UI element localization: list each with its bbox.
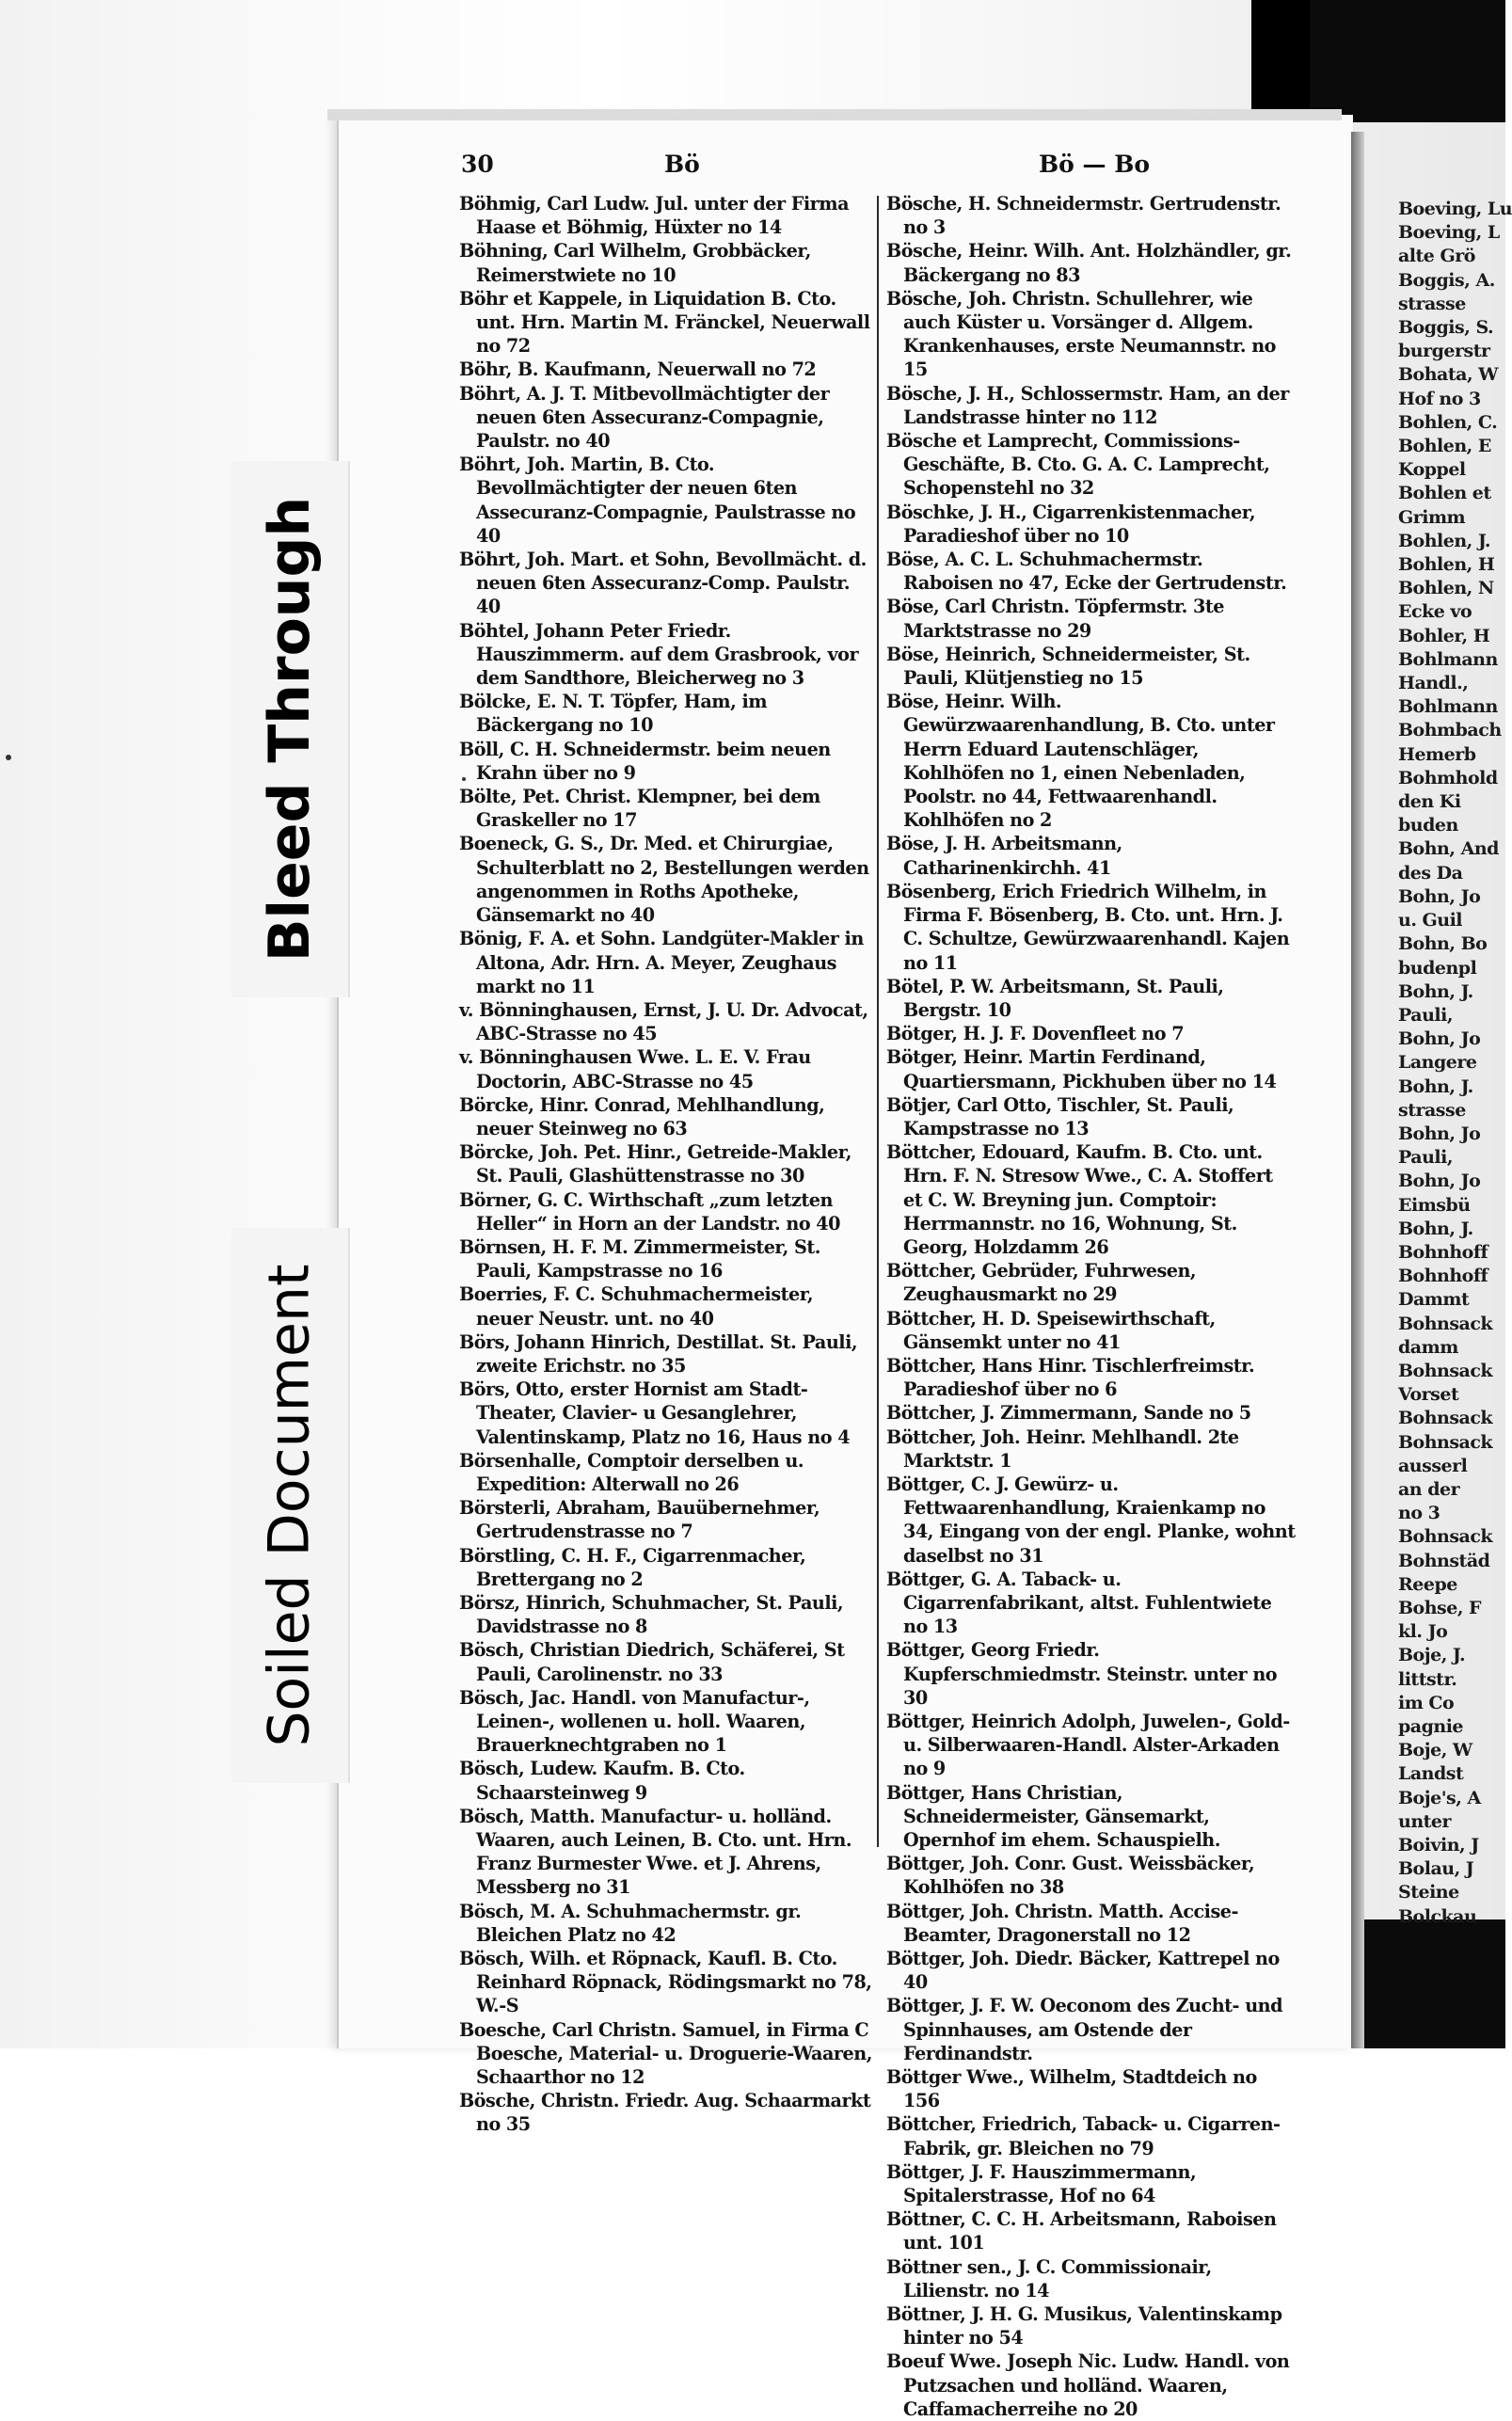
- directory-entry: Bösch, Wilh. et Röpnack, Kaufl. B. Cto. Reinhard Röpnack, Rödingsmarkt no 78, W.-S: [459, 1948, 872, 2017]
- directory-entry: Böttger, Joh. Christn. Matth. Accise-Beamter, Dragonerstall no 12: [886, 1900, 1238, 1946]
- next-page-fragment: Boivin, J: [1398, 1835, 1479, 1856]
- next-page-fragment: Bohse, F: [1398, 1597, 1482, 1618]
- directory-entry: Boesche, Carl Christn. Samuel, in Firma C Boesche, Material- u. Droguerie-Waaren, Schaarthor no 12: [459, 2018, 872, 2089]
- right-column: [886, 192, 1297, 2420]
- next-page-fragment: Bohlmann: [1398, 648, 1498, 670]
- directory-entry: Börsenhalle, Comptoir derselben u. Expedition: Alterwall no 26: [459, 1449, 804, 1495]
- next-page-fragment: Handl.,: [1398, 673, 1469, 694]
- directory-entry: Boeuf Wwe. Joseph Nic. Ludw. Handl. von Putzsachen und holländ. Waaren, Caffamacherreihe no 20: [886, 2350, 1290, 2420]
- directory-entry: Boerries, F. C. Schuhmachermeister, neuer Neustr. unt. no 40: [459, 1283, 814, 1330]
- next-page-fragment: Grimm: [1398, 506, 1466, 528]
- binding-tab-top: [1251, 0, 1310, 124]
- next-page-fragment: Bohlmann: [1398, 696, 1498, 718]
- next-page-fragment: im Co: [1398, 1692, 1455, 1713]
- next-page-fragment: Pauli,: [1398, 1147, 1453, 1169]
- next-page-fragment: Bohnsack: [1398, 1526, 1493, 1548]
- directory-entry: Böttger, J. F. W. Oeconom des Zucht- und Spinnhauses, am Ostende der Ferdinandstr.: [886, 1995, 1283, 2064]
- next-page-fragment: Bohmbach: [1398, 720, 1502, 741]
- next-page-fragment: Dammt: [1398, 1289, 1470, 1311]
- next-page-fragment: Bohn, J.: [1398, 980, 1473, 1002]
- directory-entry: Böttner, J. H. G. Musikus, Valentinskamp hinter no 54: [886, 2303, 1282, 2349]
- directory-entry: Böhrt, Joh. Martin, B. Cto. Bevollmächtigter der neuen 6ten Assecuranz-Compagnie, Paulstrasse no 40: [459, 454, 856, 547]
- directory-entry: Böttcher, Hans Hinr. Tischlerfreimstr. Paradieshof über no 6: [886, 1354, 1255, 1401]
- directory-entry: Böhr, B. Kaufmann, Neuerwall no 72: [459, 358, 817, 381]
- column-divider: [877, 196, 879, 1847]
- next-page-fragment: Bohnstäd: [1398, 1550, 1490, 1571]
- directory-entry: Bönig, F. A. et Sohn. Landgüter-Makler in Altona, Adr. Hrn. A. Meyer, Zeughaus markt no 11: [459, 928, 864, 997]
- directory-entry: Börsz, Hinrich, Schuhmacher, St. Pauli, Davidstrasse no 8: [459, 1591, 844, 1638]
- next-page-edge: [1398, 198, 1512, 1927]
- directory-entry: Bösche, Heinr. Wilh. Ant. Holzhändler, gr. Bäckergang no 83: [886, 240, 1292, 286]
- binding-tab-top-outer: [1310, 0, 1505, 122]
- next-page-fragment: pagnie: [1398, 1716, 1464, 1737]
- next-page-fragment: Bohnhoff: [1398, 1241, 1488, 1263]
- next-page-fragment: Bohlen, J.: [1398, 530, 1491, 551]
- next-page-fragment: no 3: [1398, 1503, 1440, 1524]
- directory-entry: Börnsen, H. F. M. Zimmermeister, St. Pauli, Kampstrasse no 16: [459, 1235, 820, 1282]
- directory-entry: Börner, G. C. Wirthschaft „zum letzten Heller“ in Horn an der Landstr. no 40: [459, 1188, 841, 1234]
- directory-entry: Böhtel, Johann Peter Friedr. Hauszimmerm. auf dem Grasbrook, vor dem Sandthore, Bleicherweg no 3: [459, 619, 859, 690]
- next-page-fragment: Boggis, S.: [1398, 317, 1494, 339]
- directory-entry: Böse, J. H. Arbeitsmann, Catharinenkirchh. 41: [886, 833, 1122, 879]
- directory-entry: Böttcher, J. Zimmermann, Sande no 5: [886, 1402, 1251, 1425]
- bleed-through-label: [231, 461, 350, 997]
- directory-entry: Böttcher, H. D. Speisewirthschaft, Gänsemkt unter no 41: [886, 1307, 1216, 1353]
- directory-entry: Bösche, Joh. Christn. Schullehrer, wie auch Küster u. Vorsänger d. Allgem. Krankenhauses, erste Neumannstr. no 15: [886, 287, 1276, 381]
- left-column-heading: Bö: [664, 151, 700, 178]
- next-page-fragment: Bohn, Jo: [1398, 1123, 1481, 1144]
- next-page-fragment: Landst: [1398, 1763, 1464, 1785]
- next-page-fragment: Bohn, J.: [1398, 1075, 1473, 1097]
- directory-entry: Bötjer, Carl Otto, Tischler, St. Pauli, Kampstrasse no 13: [886, 1093, 1234, 1139]
- next-page-fragment: strasse: [1398, 293, 1466, 314]
- directory-entry: Böll, C. H. Schneidermstr. beim neuen Krahn über no 9: [459, 738, 831, 784]
- next-page-fragment: Bohlen et: [1398, 483, 1491, 504]
- next-page-fragment: Bohlen, E: [1398, 436, 1491, 457]
- next-page-fragment: Bohata, W: [1398, 364, 1499, 386]
- next-page-fragment: Boje's, A: [1398, 1787, 1481, 1808]
- next-page-fragment: damm: [1398, 1336, 1458, 1358]
- next-page-fragment: Bohn, Jo: [1398, 885, 1481, 907]
- right-column-heading: Bö — Bo: [1039, 151, 1151, 178]
- next-page-fragment: strasse: [1398, 1099, 1466, 1121]
- directory-entry: Börs, Otto, erster Hornist am Stadt-Theater, Clavier- u Gesanglehrer, Valentinskamp, Platz no 16, Haus no 4: [459, 1378, 851, 1448]
- next-page-fragment: budenpl: [1398, 957, 1477, 979]
- next-page-fragment: Boje, J.: [1398, 1645, 1466, 1666]
- next-page-fragment: Boeving, Lu: [1398, 199, 1512, 219]
- next-page-fragment: Steine: [1398, 1882, 1459, 1903]
- next-page-fragment: Bohn, Bo: [1398, 933, 1488, 955]
- next-page-fragment: littstr.: [1398, 1668, 1457, 1690]
- next-page-fragment: Langere: [1398, 1052, 1477, 1074]
- next-page-fragment: Bohn, Jo: [1398, 1171, 1481, 1192]
- directory-entry: Böttcher, Joh. Heinr. Mehlhandl. 2te Marktstr. 1: [886, 1426, 1239, 1472]
- next-page-fragment: Boje, W: [1398, 1740, 1472, 1761]
- next-page-fragment: Hemerb: [1398, 743, 1476, 765]
- next-page-fragment: Bohlen, H: [1398, 554, 1495, 576]
- next-page-fragment: unter: [1398, 1810, 1452, 1832]
- next-page-fragment: Bohlen, C.: [1398, 411, 1498, 433]
- next-page-fragment: ausserl: [1398, 1455, 1468, 1476]
- next-page-fragment: Bohnsack: [1398, 1360, 1493, 1381]
- next-page-fragment: Pauli,: [1398, 1004, 1453, 1026]
- directory-entry: Böttger, Hans Christian, Schneidermeister, Gänsemarkt, Opernhof im ehem. Schauspielh.: [886, 1781, 1220, 1852]
- directory-entry: Böttger, Joh. Conr. Gust. Weissbäcker, Kohlhöfen no 38: [886, 1853, 1255, 1899]
- directory-entry: Böse, Heinr. Wilh. Gewürzwaarenhandlung, B. Cto. unter Herrn Eduard Lautenschläger, Kohlhöfen no 1, einen Nebenladen, Poolstr. no 44, Fettwaarenhandl. Kohlhöfen no 2: [886, 691, 1275, 832]
- next-page-fragment: des Da: [1398, 862, 1463, 884]
- next-page-fragment: Bohler, H: [1398, 625, 1490, 646]
- next-page-fragment: Bohn, Jo: [1398, 1028, 1481, 1050]
- directory-entry: Börstling, C. H. F., Cigarrenmacher, Brettergang no 2: [459, 1544, 806, 1590]
- next-page-fragment: Bohnsack: [1398, 1408, 1493, 1429]
- directory-entry: Böhrt, Joh. Mart. et Sohn, Bevollmächt. d. neuen 6ten Assecuranz-Comp. Paulstr. 40: [459, 549, 867, 618]
- directory-entry: Böttcher, Gebrüder, Fuhrwesen, Zeughausmarkt no 29: [886, 1260, 1197, 1306]
- next-page-fragment: Bohn, And: [1398, 838, 1499, 860]
- directory-entry: Böhrt, A. J. T. Mitbevollmächtigter der neuen 6ten Assecuranz-Compagnie, Paulstr. no 40: [459, 382, 830, 453]
- page-number: 30: [461, 151, 494, 178]
- directory-entry: Bösche, H. Schneidermstr. Gertrudenstr. no 3: [886, 193, 1281, 239]
- next-page-fragment: Bolau, J: [1398, 1858, 1474, 1880]
- directory-entry: Bösch, Matth. Manufactur- u. holländ. Waaren, auch Leinen, B. Cto. unt. Hrn. Franz Burmester Wwe. et J. Ahrens, Messberg no 31: [459, 1805, 852, 1899]
- directory-entry: Bötel, P. W. Arbeitsmann, St. Pauli, Bergstr. 10: [886, 975, 1224, 1021]
- directory-entry: Bösch, Christian Diedrich, Schäferei, St Pauli, Carolinenstr. no 33: [459, 1639, 845, 1685]
- directory-entry: Böttger Wwe., Wilhelm, Stadtdeich no 156: [886, 2066, 1257, 2112]
- directory-entry: Böttger, G. A. Taback- u. Cigarrenfabrikant, altst. Fuhlentwiete no 13: [886, 1568, 1272, 1638]
- next-page-fragment: Reepe: [1398, 1573, 1457, 1595]
- speck: [6, 755, 11, 760]
- next-page-fragment: Koppel: [1398, 459, 1466, 481]
- directory-entry: Börsterli, Abraham, Bauübernehmer, Gertrudenstrasse no 7: [459, 1497, 820, 1543]
- directory-entry: Böse, Carl Christn. Töpfermstr. 3te Marktstrasse no 29: [886, 596, 1224, 642]
- directory-entry: Börcke, Joh. Pet. Hinr., Getreide-Makler, St. Pauli, Glashüttenstrasse no 30: [459, 1141, 851, 1187]
- directory-entry: v. Bönninghausen Wwe. L. E. V. Frau Doctorin, ABC-Strasse no 45: [459, 1046, 811, 1092]
- directory-entry: Bösche et Lamprecht, Commissions-Geschäfte, B. Cto. G. A. C. Lamprecht, Schopenstehl no 32: [886, 430, 1270, 500]
- next-page-fragment: Boggis, A.: [1398, 269, 1495, 291]
- directory-entry: Bösch, M. A. Schuhmachermstr. gr. Bleichen Platz no 42: [459, 1900, 802, 1946]
- directory-entry: Böttger, C. J. Gewürz- u. Fettwaarenhandlung, Kraienkamp no 34, Eingang von der engl. Planke, wohnt daselbst no 31: [886, 1473, 1296, 1567]
- directory-entry: Böttger, J. F. Hauszimmermann, Spitalerstrasse, Hof no 64: [886, 2160, 1197, 2207]
- directory-entry: Bösch, Ludew. Kaufm. B. Cto. Schaarsteinweg 9: [459, 1758, 745, 1804]
- directory-entry: Böttcher, Friedrich, Taback- u. Cigarren-Fabrik, gr. Bleichen no 79: [886, 2113, 1281, 2159]
- directory-entry: Böhmig, Carl Ludw. Jul. unter der Firma Haase et Böhmig, Hüxter no 14: [459, 193, 850, 239]
- directory-entry: Börs, Johann Hinrich, Destillat. St. Pauli, zweite Erichstr. no 35: [459, 1330, 858, 1377]
- directory-entry: Bölcke, E. N. T. Töpfer, Ham, im Bäckergang no 10: [459, 691, 768, 737]
- next-page-fragment: Bohn, J.: [1398, 1218, 1473, 1239]
- next-page-fragment: kl. Jo: [1398, 1621, 1448, 1643]
- next-page-fragment: Ecke vo: [1398, 601, 1472, 623]
- directory-entry: Bösche, J. H., Schlossermstr. Ham, an der Landstrasse hinter no 112: [886, 382, 1289, 428]
- next-page-fragment: Bohmhold: [1398, 767, 1498, 788]
- next-page-fragment: Bohnsack: [1398, 1431, 1493, 1453]
- directory-entry: Börcke, Hinr. Conrad, Mehlhandlung, neuer Steinweg no 63: [459, 1093, 825, 1139]
- next-page-fragment: buden: [1398, 815, 1458, 836]
- next-page-fragment: Boeving, L: [1398, 222, 1500, 244]
- directory-entry: Böse, Heinrich, Schneidermeister, St. Pauli, Klütjenstieg no 15: [886, 643, 1250, 690]
- soiled-document-label: [231, 1228, 350, 1783]
- directory-entry: Böschke, J. H., Cigarrenkistenmacher, Paradieshof über no 10: [886, 501, 1256, 547]
- next-page-fragment: den Ki: [1398, 791, 1461, 813]
- directory-entry: Bösenberg, Erich Friedrich Wilhelm, in Firma F. Bösenberg, B. Cto. unt. Hrn. J. C. Schultze, Gewürzwaarenhandl. Kajen no 11: [886, 880, 1290, 974]
- directory-entry: Böttger, Georg Friedr. Kupferschmiedmstr. Steinstr. unter no 30: [886, 1639, 1278, 1709]
- next-page-fragment: Bohlen, N: [1398, 578, 1494, 599]
- directory-entry: Bötger, Heinr. Martin Ferdinand, Quartiersmann, Pickhuben über no 14: [886, 1046, 1277, 1092]
- soiled-document-text: Soiled Document: [257, 1264, 324, 1747]
- directory-entry: Böttner, C. C. H. Arbeitsmann, Raboisen unt. 101: [886, 2208, 1277, 2254]
- directory-entry: v. Bönninghausen, Ernst, J. U. Dr. Advocat, ABC-Strasse no 45: [459, 998, 868, 1045]
- next-page-fragment: u. Guil: [1398, 910, 1463, 932]
- next-page-fragment: Bohnsack: [1398, 1313, 1493, 1334]
- directory-entry: Bösche, Christn. Friedr. Aug. Schaarmarkt no 35: [459, 2090, 871, 2136]
- directory-entry: Böse, A. C. L. Schuhmachermstr. Raboisen no 47, Ecke der Gertrudenstr.: [886, 549, 1287, 595]
- next-page-fragment: Vorset: [1398, 1384, 1459, 1406]
- directory-entry: Bösch, Jac. Handl. von Manufactur-, Leinen-, wollenen u. holl. Waaren, Brauerknechtgraben no 1: [459, 1686, 810, 1757]
- next-page-fragment: burgerstr: [1398, 341, 1490, 362]
- directory-entry: Böttner sen., J. C. Commissionair, Lilienstr. no 14: [886, 2255, 1212, 2302]
- left-column: [459, 192, 873, 2136]
- directory-entry: Böhning, Carl Wilhelm, Grobbäcker, Reimerstwiete no 10: [459, 240, 811, 286]
- directory-entry: Böttger, Heinrich Adolph, Juwelen-, Gold- u. Silberwaaren-Handl. Alster-Arkaden no 9: [886, 1711, 1290, 1780]
- page-gutter: [1351, 132, 1364, 2048]
- directory-entry: Böttger, Joh. Diedr. Bäcker, Kattrepel no 40: [886, 1948, 1280, 1994]
- next-page-fragment: Bohnhoff: [1398, 1266, 1488, 1287]
- next-page-fragment: an der: [1398, 1478, 1460, 1500]
- bleed-through-text: Bleed Through: [257, 496, 324, 963]
- directory-entry: Böttcher, Edouard, Kaufm. B. Cto. unt. Hrn. F. N. Stresow Wwe., C. A. Stoffert et C. W. Breyning jun. Comptoir: Herrmannstr. no 16, Wohnung, St. Georg, Holzdamm 26: [886, 1141, 1273, 1258]
- directory-entry: Boeneck, G. S., Dr. Med. et Chirurgiae, Schulterblatt no 2, Bestellungen werden angenommen in Roths Apotheke, Gänsemarkt no 40: [459, 833, 869, 927]
- next-page-fragment: Eimsbü: [1398, 1194, 1471, 1216]
- directory-entry: Bötger, H. J. F. Dovenfleet no 7: [886, 1023, 1185, 1045]
- next-page-fragment: alte Grö: [1398, 246, 1475, 267]
- directory-entry: Böhr et Kappele, in Liquidation B. Cto. unt. Hrn. Martin M. Fränckel, Neuerwall no 72: [459, 287, 870, 358]
- directory-entry: Bölte, Pet. Christ. Klempner, bei dem Graskeller no 17: [459, 786, 820, 832]
- next-page-fragment: Bolckau: [1398, 1905, 1477, 1927]
- next-page-fragment: Hof no 3: [1398, 388, 1481, 409]
